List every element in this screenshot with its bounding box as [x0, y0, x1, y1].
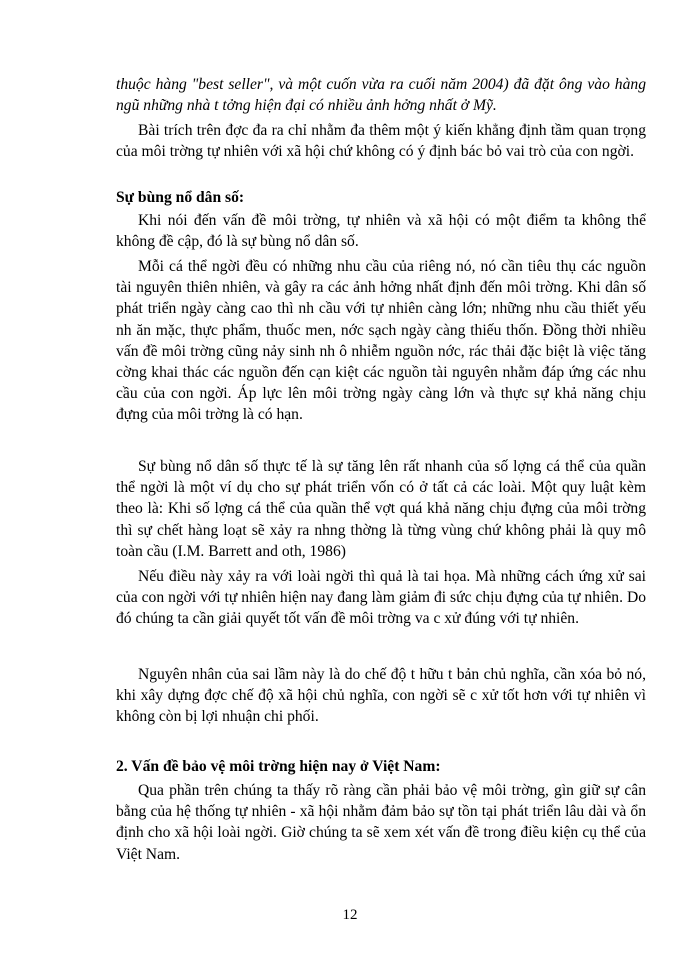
page-number: 12 [342, 907, 358, 923]
paragraph-human-needs: Mỗi cá thể ngời đều có những nhu cầu của riêng nó, nó cần tiêu thụ các nguồn tài nguyên thiên nhiên, và gây ra các ảnh hởng nhất định đến môi trờng. Khi dân số phát triển ngày càng cao thì nh cầu với tự nhiên càng lớn; những nhu cầu thiết yếu nh ăn mặc, thực phẩm, thuốc men, nớc sạch ngày càng thiếu thốn. Đồng thời nhiều vấn đề môi trờng cũng nảy sinh nh ô nhiễm nguồn nớc, rác thải đặc biệt là việc tăng cờng khai thác các nguồn đến cạn kiệt các nguồn tài nguyên nhằm đáp ứng các nhu cầu của con ngời. Áp lực lên môi trờng ngày càng lớn và thực sự khả năng chịu đựng của môi trờng là có hạn. [116, 258, 646, 424]
paragraph-disaster: Nếu điều này xảy ra với loài ngời thì quả là tai họa. Mà những cách ứng xử sai của con ngời với tự nhiên hiện nay đang làm giảm đi sức chịu đựng của tự nhiên. Do đó chúng ta cần giải quyết tốt vấn đề môi trờng va c xử đúng với tự nhiên. [116, 568, 646, 628]
paragraph-cause: Nguyên nhân của sai lầm này là do chế độ t hữu t bản chủ nghĩa, cần xóa bỏ nó, khi xây dựng đợc chế độ xã hội chủ nghĩa, con ngời sẽ c xử tốt hơn với tự nhiên vì không còn bị lợi nhuận chi phối. [116, 666, 646, 726]
paragraph-best-seller: thuộc hàng "best seller", và một cuốn vừa ra cuối năm 2004) đã đặt ông vào hàng ngũ những nhà t tởng hiện đại có nhiều ảnh hởng nhất ở Mỹ. [116, 76, 646, 115]
paragraph-population-intro: Khi nói đến vấn đề môi trờng, tự nhiên và xã hội có một điểm ta không thể không đề cập, đó là sự bùng nổ dân số. [116, 212, 646, 251]
paragraph-vietnam-intro: Qua phần trên chúng ta thấy rõ ràng cần phải bảo vệ môi trờng, gìn giữ sự cân bằng của hệ thống tự nhiên - xã hội nhằm đảm bảo sự tồn tại phát triển lâu dài và ổn định cho xã hội loài ngời. Giờ chúng ta sẽ xem xét vấn đề trong điều kiện cụ thể của Việt Nam. [116, 782, 646, 863]
heading-population-explosion: Sự bùng nổ dân số: [116, 189, 245, 206]
heading-vietnam-environment: 2. Vấn đề bảo vệ môi trờng hiện nay ở Việt Nam: [116, 758, 441, 775]
paragraph-population-growth: Sự bùng nổ dân số thực tế là sự tăng lên rất nhanh của số lợng cá thể của quần thể ngời là một ví dụ cho sự phát triển vốn có ở tất cả các loài. Một quy luật kèm theo là: Khi số lợng cá thể của quần thể vợt quá khả năng chịu đựng của môi trờng thì sự chết hàng loạt sẽ xảy ra nhng thờng là từng vùng chứ không phải là quy mô toàn cầu (I.M. Barrett and oth, 1986) [116, 458, 646, 560]
paragraph-excerpt-purpose: Bài trích trên đợc đa ra chỉ nhằm đa thêm một ý kiến khẳng định tầm quan trọng của môi trờng tự nhiên với xã hội chứ không có ý định bác bỏ vai trò của con ngời. [116, 122, 646, 161]
